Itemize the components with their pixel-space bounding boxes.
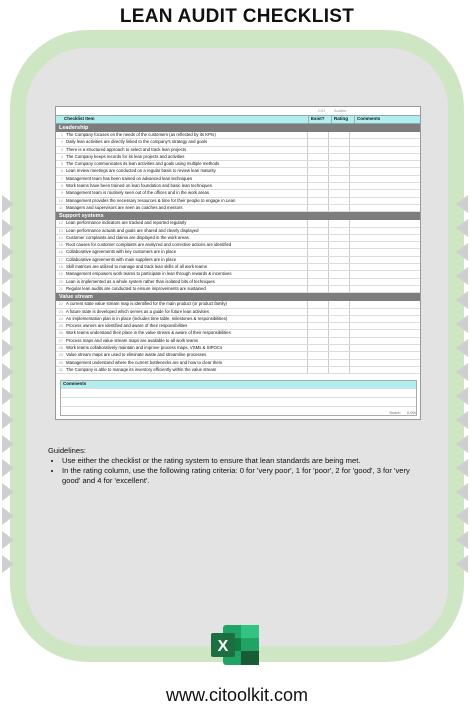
header-item: Checklist Item [64,116,95,121]
table-row [56,257,420,264]
comments-box [60,380,417,416]
rating-cell[interactable] [328,330,349,336]
rating-cell[interactable] [328,147,349,153]
table-row [56,309,420,316]
exist-cell[interactable] [307,345,328,351]
comments-cell[interactable] [349,264,420,270]
guidelines [48,446,428,486]
table-row [56,345,420,352]
comments-cell[interactable] [349,271,420,277]
rating-cell[interactable] [328,257,349,263]
row-number: 6 [60,169,63,174]
row-number: 22 [58,302,63,307]
exist-cell[interactable] [307,271,328,277]
exist-cell[interactable] [307,323,328,329]
row-number: 23 [58,309,63,314]
row-number: 21 [58,286,63,291]
rating-cell[interactable] [328,360,349,366]
table-row [56,168,420,175]
comments-cell[interactable] [349,139,420,145]
rating-cell[interactable] [328,249,349,255]
row-number: 9 [60,191,63,196]
comments-cell[interactable] [349,286,420,292]
checklist-item-text: There is a structured approach to select and track lean projects [66,146,187,152]
table-row [56,286,420,293]
comments-cell[interactable] [349,220,420,226]
auditor-label: Auditor [334,108,347,113]
table-row [56,367,420,374]
comments-cell[interactable] [349,161,420,167]
exist-cell[interactable] [307,264,328,270]
table-row [56,132,420,139]
table-row [56,183,420,190]
comments-cell[interactable] [349,338,420,344]
exist-cell[interactable] [307,286,328,292]
checklist-sections [56,124,420,374]
exist-cell[interactable] [307,242,328,248]
row-number: 4 [60,154,63,159]
checklist-sheet [55,106,421,420]
co-label: C/O [318,108,326,113]
exist-cell[interactable] [307,176,328,182]
table-row [56,360,420,367]
row-number: 11 [59,205,63,210]
comments-cell[interactable] [349,249,420,255]
table-row [56,323,420,330]
row-number: 5 [60,162,63,167]
checklist-item-text: The Company focuses on the needs of the customers (as reflected by its KPIs) [66,132,216,137]
table-row [56,190,420,197]
comment-line[interactable] [61,406,416,415]
table-row [56,176,420,183]
row-number: 1 [60,133,63,137]
comments-cell[interactable] [349,205,420,211]
header-comments: Comments [354,116,420,123]
exist-cell[interactable] [307,316,328,322]
row-number: 8 [60,184,63,189]
comments-cell[interactable] [349,360,420,366]
comments-cell[interactable] [349,132,420,138]
row-number: 7 [60,176,63,181]
comments-label: Comments [61,381,416,388]
checklist-item-text: The Company communicates its lean activities and goals using multiple methods [66,161,220,167]
exist-cell[interactable] [307,220,328,226]
checklist-item-text: Work teams have been trained on lean foundation and basic lean techniques [66,183,212,189]
checklist-item-text: A future state is developed which serves as a guide for future lean activities [66,308,210,314]
exist-cell[interactable] [307,338,328,344]
exist-cell[interactable] [307,147,328,153]
table-row [56,228,420,235]
table-row [56,235,420,242]
comments-cell[interactable] [349,183,420,189]
table-row [56,330,420,337]
comments-cell[interactable] [349,345,420,351]
rating-cell[interactable] [328,161,349,167]
row-number: 3 [60,147,63,152]
checklist-item-text: The Company keeps records for its lean projects and activities [66,153,185,159]
checklist-item-text: Regular lean audits are conducted to ensure improvements are sustained [66,285,206,291]
checklist-item-text: A current state value stream map is identified for the main product (or product family) [66,301,227,307]
checklist-item-text: Management provides the necessary resources & time for their people to engage in Lean [66,197,236,203]
exist-cell[interactable] [307,235,328,241]
row-number: 25 [58,324,63,329]
comments-cell[interactable] [349,301,420,307]
comments-cell[interactable] [349,279,420,285]
table-row [56,279,420,286]
exist-cell[interactable] [307,228,328,234]
comments-cell[interactable] [349,309,420,315]
exist-cell[interactable] [307,161,328,167]
right-arrow-decoration [456,195,472,579]
website-url[interactable]: www.citoolkit.com [165,685,309,705]
table-row [56,139,420,146]
checklist-item-text: Skill matrices are utilized to manage and track lean skills of all work teams [66,264,207,270]
exist-cell[interactable] [307,154,328,160]
row-number: 17 [58,257,63,262]
row-number: 30 [58,360,63,365]
comments-cell[interactable] [349,242,420,248]
section-header: Leadership [56,124,420,132]
table-row [56,271,420,278]
section-header: Support systems [56,212,420,220]
checklist-item-text: Collaborative agreements with key customers are in place [66,249,177,255]
checklist-item-text: Value stream maps are used to eliminate waste and streamline processes [66,352,207,358]
rating-cell[interactable] [328,309,349,315]
exist-cell[interactable] [307,301,328,307]
comments-cell[interactable] [349,257,420,263]
checklist-item-text: Daily lean activities are directly linked to the company's strategy and goals [66,139,208,145]
checklist-item-text: Management understand where the current bottlenecks are and how to clear them [66,359,223,365]
table-row [56,198,420,205]
checklist-item-text: Management team is routinely seen out of the offices and in the work areas [66,190,209,196]
row-number: 26 [58,331,63,336]
rating-cell[interactable] [328,154,349,160]
checklist-item-text: Managers and supervisors are seen as coaches and mentors [66,204,183,210]
comments-cell[interactable] [349,154,420,160]
guidelines-heading: Guidelines: [48,446,86,455]
checklist-item-text: Process owners are identified and aware of their responsibilities [66,323,188,329]
checklist-item-text: The Company is able to manage its inventory efficiently within the value stream [66,366,217,372]
checklist-item-text: Lean performance indicators are tracked and reported regularly [66,220,187,226]
table-row [56,249,420,256]
exist-cell[interactable] [307,205,328,211]
row-number: 13 [58,228,63,233]
table-row [56,242,420,249]
rating-cell[interactable] [328,168,349,174]
comments-cell[interactable] [349,190,420,196]
checklist-item-text: Collaborative agreements with main suppliers are in place [66,256,177,262]
exist-cell[interactable] [307,190,328,196]
excel-icon [209,624,261,666]
row-number: 28 [58,346,63,351]
excel-icon-letter: X [217,638,229,655]
row-number: 15 [58,243,63,248]
rating-cell[interactable] [328,286,349,292]
row-number: 14 [58,235,63,240]
comments-cell[interactable] [349,367,420,373]
header-rating: Rating [331,116,354,123]
table-row [56,316,420,323]
table-row [56,161,420,168]
section-header: Value stream [56,293,420,301]
checklist-item-text: Lean performance actuals and goals are shared and clearly displayed [66,227,199,233]
checklist-item-text: Lean review meetings are conducted on a regular basis to review lean maturity [66,168,216,174]
checklist-item-text: Customer complaints and claims are displayed in the work areas [66,234,189,240]
exist-cell[interactable] [307,330,328,336]
table-row [56,220,420,227]
score-display [389,410,416,416]
guideline-item: • In the rating column, use the following rating criteria: 0 for 'very poor', 1 for 'poor', 2 for 'good', 3 for 'very good' and 4 for 'excellent'. [62,466,428,486]
exist-cell[interactable] [307,132,328,138]
table-row [56,205,420,212]
table-row [56,352,420,359]
checklist-item-text: Management empowers work teams to participate in lean through rewards & incentives [66,271,232,277]
table-row [56,147,420,154]
exist-cell[interactable] [307,198,328,204]
rating-cell[interactable] [328,183,349,189]
exist-cell[interactable] [307,183,328,189]
checklist-item-text: Lean is implemented as a whole system rather than isolated bits of techniques [66,278,215,284]
table-header [56,115,420,124]
rating-cell[interactable] [328,323,349,329]
checklist-item-text: Root causes for customer complaints are analyzed and corrective actions are identified [66,242,232,248]
row-number: 2 [60,140,63,145]
checklist-item-text: Management team has been trained on advanced lean techniques [66,175,193,181]
exist-cell[interactable] [307,249,328,255]
exist-cell[interactable] [307,367,328,373]
left-arrow-decoration [2,195,18,579]
row-number: 24 [58,316,63,321]
comment-line[interactable] [61,388,416,397]
rating-cell[interactable] [328,205,349,211]
table-row [56,301,420,308]
exist-cell[interactable] [307,352,328,358]
table-row [56,154,420,161]
rating-cell[interactable] [328,338,349,344]
rating-cell[interactable] [328,132,349,138]
table-row [56,264,420,271]
checklist-item-text: Process maps and value stream maps are available to all work teams [66,337,199,343]
checklist-item-text: Work teams collaboratively maintain and improve process maps, VSMs & SIPOCs [66,345,223,351]
score-label: Score: [389,410,401,415]
row-number: 20 [58,279,63,284]
comments-cell[interactable] [349,323,420,329]
comments-cell[interactable] [349,235,420,241]
header-exist: Exist? [308,116,331,123]
checklist-item-text: Work teams understand their place in the value stream & aware of their responsibilities [66,330,231,336]
page-title: LEAN AUDIT CHECKLIST [119,6,355,27]
comments-cell[interactable] [349,168,420,174]
row-number: 16 [58,250,63,255]
comments-cell[interactable] [349,147,420,153]
rating-cell[interactable] [328,228,349,234]
rating-cell[interactable] [328,139,349,145]
rating-cell[interactable] [328,367,349,373]
rating-cell[interactable] [328,264,349,270]
rating-cell[interactable] [328,198,349,204]
rating-cell[interactable] [328,345,349,351]
comments-cell[interactable] [349,228,420,234]
exist-cell[interactable] [307,360,328,366]
row-number: 29 [58,353,63,358]
comments-cell[interactable] [349,316,420,322]
exist-cell[interactable] [307,309,328,315]
rating-cell[interactable] [328,190,349,196]
score-value: 0.0% [406,410,416,415]
rating-cell[interactable] [328,352,349,358]
rating-cell[interactable] [328,271,349,277]
rating-cell[interactable] [328,316,349,322]
comments-cell[interactable] [349,330,420,336]
comments-cell[interactable] [349,198,420,204]
row-number: 27 [58,338,63,343]
exist-cell[interactable] [307,279,328,285]
guideline-item: • Use either the checklist or the rating system to ensure that lean standards are being met. [62,456,428,466]
rating-cell[interactable] [328,301,349,307]
comments-cell[interactable] [349,176,420,182]
rating-cell[interactable] [328,242,349,248]
exist-cell[interactable] [307,168,328,174]
table-row [56,338,420,345]
exist-cell[interactable] [307,257,328,263]
exist-cell[interactable] [307,139,328,145]
rating-cell[interactable] [328,176,349,182]
comments-cell[interactable] [349,352,420,358]
row-number: 10 [58,198,63,203]
row-number: 18 [58,265,63,270]
rating-cell[interactable] [328,235,349,241]
row-number: 12 [58,221,63,226]
row-number: 31 [58,367,63,372]
rating-cell[interactable] [328,220,349,226]
row-number: 19 [58,272,63,277]
comment-line[interactable] [61,397,416,406]
rating-cell[interactable] [328,279,349,285]
checklist-item-text: An implementation plan is in place (includes time table, milestones & responsibilities) [66,315,228,321]
